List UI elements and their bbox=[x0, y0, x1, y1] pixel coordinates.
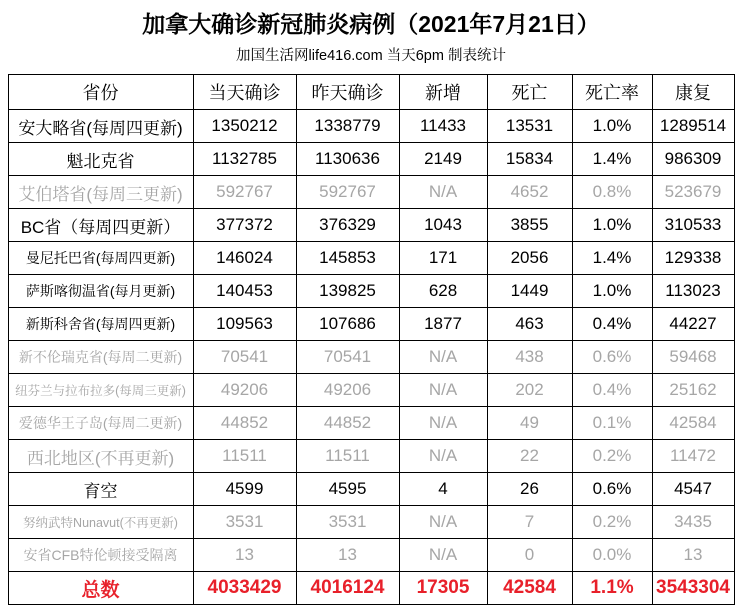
cell-new: N/A bbox=[399, 341, 487, 374]
cell-province: BC省（每周四更新） bbox=[8, 209, 193, 242]
cell-yesterday: 13 bbox=[296, 539, 399, 572]
cell-province: 曼尼托巴省(每周四更新) bbox=[8, 242, 193, 275]
cell-death-rate: 0.2% bbox=[572, 440, 652, 473]
table-row bbox=[8, 473, 734, 506]
cell-recovered: 11472 bbox=[652, 440, 734, 473]
cell-death-rate: 1.4% bbox=[572, 242, 652, 275]
cell-yesterday: 4595 bbox=[296, 473, 399, 506]
table-row bbox=[8, 440, 734, 473]
cell-death-rate: 0.6% bbox=[572, 341, 652, 374]
cell-death-rate: 1.0% bbox=[572, 209, 652, 242]
cell-today: 13 bbox=[193, 539, 296, 572]
cell-deaths: 4652 bbox=[487, 176, 572, 209]
cell-recovered: 986309 bbox=[652, 143, 734, 176]
cell-deaths: 15834 bbox=[487, 143, 572, 176]
cell-deaths: 26 bbox=[487, 473, 572, 506]
cell-yesterday: 107686 bbox=[296, 308, 399, 341]
cell-recovered: 113023 bbox=[652, 275, 734, 308]
cell-new: N/A bbox=[399, 407, 487, 440]
covid-table bbox=[8, 74, 735, 605]
cell-today: 44852 bbox=[193, 407, 296, 440]
cell-deaths: 13531 bbox=[487, 110, 572, 143]
cell-recovered: 13 bbox=[652, 539, 734, 572]
cell-today: 11511 bbox=[193, 440, 296, 473]
page-title: 加拿大确诊新冠肺炎病例（2021年7月21日） bbox=[142, 11, 600, 37]
cell-totals-recovered: 3543304 bbox=[652, 572, 734, 605]
cell-today: 70541 bbox=[193, 341, 296, 374]
cell-today: 49206 bbox=[193, 374, 296, 407]
cell-new: 1043 bbox=[399, 209, 487, 242]
cell-today: 140453 bbox=[193, 275, 296, 308]
cell-province: 安省CFB特伦顿接受隔离 bbox=[8, 539, 193, 572]
cell-death-rate: 1.0% bbox=[572, 110, 652, 143]
cell-today: 377372 bbox=[193, 209, 296, 242]
table-row bbox=[8, 275, 734, 308]
cell-death-rate: 1.4% bbox=[572, 143, 652, 176]
cell-new: N/A bbox=[399, 374, 487, 407]
cell-yesterday: 1338779 bbox=[296, 110, 399, 143]
page-subtitle: 加国生活网life416.com 当天6pm 制表统计 bbox=[236, 48, 506, 64]
cell-deaths: 3855 bbox=[487, 209, 572, 242]
cell-yesterday: 592767 bbox=[296, 176, 399, 209]
table-row bbox=[8, 242, 734, 275]
cell-deaths: 7 bbox=[487, 506, 572, 539]
cell-today: 4599 bbox=[193, 473, 296, 506]
table-header bbox=[8, 75, 734, 110]
table-row bbox=[8, 209, 734, 242]
table-row bbox=[8, 176, 734, 209]
cell-deaths: 438 bbox=[487, 341, 572, 374]
table-row bbox=[8, 374, 734, 407]
table-row bbox=[8, 143, 734, 176]
cell-death-rate: 1.0% bbox=[572, 275, 652, 308]
cell-recovered: 310533 bbox=[652, 209, 734, 242]
cell-new: 171 bbox=[399, 242, 487, 275]
cell-recovered: 3435 bbox=[652, 506, 734, 539]
column-header-yesterday: 昨天确诊 bbox=[296, 75, 399, 110]
cell-new: 11433 bbox=[399, 110, 487, 143]
cell-recovered: 523679 bbox=[652, 176, 734, 209]
cell-recovered: 59468 bbox=[652, 341, 734, 374]
cell-province: 安大略省(每周四更新) bbox=[8, 110, 193, 143]
cell-new: N/A bbox=[399, 176, 487, 209]
cell-totals-deaths: 42584 bbox=[487, 572, 572, 605]
cell-death-rate: 0.6% bbox=[572, 473, 652, 506]
cell-yesterday: 139825 bbox=[296, 275, 399, 308]
cell-recovered: 42584 bbox=[652, 407, 734, 440]
cell-province: 爱德华王子岛(每周二更新) bbox=[8, 407, 193, 440]
table-row bbox=[8, 506, 734, 539]
cell-new: N/A bbox=[399, 440, 487, 473]
cell-death-rate: 0.8% bbox=[572, 176, 652, 209]
cell-recovered: 44227 bbox=[652, 308, 734, 341]
cell-province: 纽芬兰与拉布拉多(每周三更新) bbox=[8, 374, 193, 407]
header-row bbox=[8, 75, 734, 110]
table-row bbox=[8, 539, 734, 572]
totals-row bbox=[8, 572, 734, 605]
table-row bbox=[8, 308, 734, 341]
column-header-province: 省份 bbox=[8, 75, 193, 110]
cell-today: 1132785 bbox=[193, 143, 296, 176]
cell-new: 1877 bbox=[399, 308, 487, 341]
cell-yesterday: 11511 bbox=[296, 440, 399, 473]
cell-yesterday: 49206 bbox=[296, 374, 399, 407]
cell-deaths: 202 bbox=[487, 374, 572, 407]
cell-new: 628 bbox=[399, 275, 487, 308]
cell-death-rate: 0.4% bbox=[572, 308, 652, 341]
cell-yesterday: 1130636 bbox=[296, 143, 399, 176]
cell-today: 3531 bbox=[193, 506, 296, 539]
column-header-deaths: 死亡 bbox=[487, 75, 572, 110]
cell-new: 2149 bbox=[399, 143, 487, 176]
cell-new: 4 bbox=[399, 473, 487, 506]
cell-province: 西北地区(不再更新) bbox=[8, 440, 193, 473]
cell-totals-yesterday: 4016124 bbox=[296, 572, 399, 605]
column-header-new: 新增 bbox=[399, 75, 487, 110]
cell-totals-today: 4033429 bbox=[193, 572, 296, 605]
cell-death-rate: 0.4% bbox=[572, 374, 652, 407]
cell-new: N/A bbox=[399, 506, 487, 539]
cell-recovered: 1289514 bbox=[652, 110, 734, 143]
cell-totals-death-rate: 1.1% bbox=[572, 572, 652, 605]
cell-yesterday: 44852 bbox=[296, 407, 399, 440]
cell-province: 育空 bbox=[8, 473, 193, 506]
cell-today: 592767 bbox=[193, 176, 296, 209]
cell-today: 1350212 bbox=[193, 110, 296, 143]
cell-deaths: 463 bbox=[487, 308, 572, 341]
cell-deaths: 2056 bbox=[487, 242, 572, 275]
cell-province: 新不伦瑞克省(每周二更新) bbox=[8, 341, 193, 374]
cell-deaths: 22 bbox=[487, 440, 572, 473]
cell-deaths: 1449 bbox=[487, 275, 572, 308]
cell-totals-new: 17305 bbox=[399, 572, 487, 605]
cell-deaths: 0 bbox=[487, 539, 572, 572]
cell-yesterday: 376329 bbox=[296, 209, 399, 242]
cell-recovered: 25162 bbox=[652, 374, 734, 407]
table-body bbox=[8, 110, 734, 605]
table-row bbox=[8, 407, 734, 440]
page-root bbox=[0, 9, 742, 601]
table-row bbox=[8, 110, 734, 143]
cell-province: 新斯科舍省(每周四更新) bbox=[8, 308, 193, 341]
cell-yesterday: 3531 bbox=[296, 506, 399, 539]
cell-today: 146024 bbox=[193, 242, 296, 275]
cell-deaths: 49 bbox=[487, 407, 572, 440]
cell-yesterday: 145853 bbox=[296, 242, 399, 275]
cell-yesterday: 70541 bbox=[296, 341, 399, 374]
column-header-death-rate: 死亡率 bbox=[572, 75, 652, 110]
cell-totals-label: 总数 bbox=[8, 572, 193, 605]
cell-death-rate: 0.0% bbox=[572, 539, 652, 572]
column-header-recovered: 康复 bbox=[652, 75, 734, 110]
cell-province: 萨斯喀彻温省(每月更新) bbox=[8, 275, 193, 308]
cell-death-rate: 0.2% bbox=[572, 506, 652, 539]
cell-province: 魁北克省 bbox=[8, 143, 193, 176]
cell-new: N/A bbox=[399, 539, 487, 572]
cell-death-rate: 0.1% bbox=[572, 407, 652, 440]
column-header-today: 当天确诊 bbox=[193, 75, 296, 110]
cell-recovered: 4547 bbox=[652, 473, 734, 506]
cell-recovered: 129338 bbox=[652, 242, 734, 275]
cell-province: 艾伯塔省(每周三更新) bbox=[8, 176, 193, 209]
cell-today: 109563 bbox=[193, 308, 296, 341]
table-row bbox=[8, 341, 734, 374]
cell-province: 努纳武特Nunavut(不再更新) bbox=[8, 506, 193, 539]
